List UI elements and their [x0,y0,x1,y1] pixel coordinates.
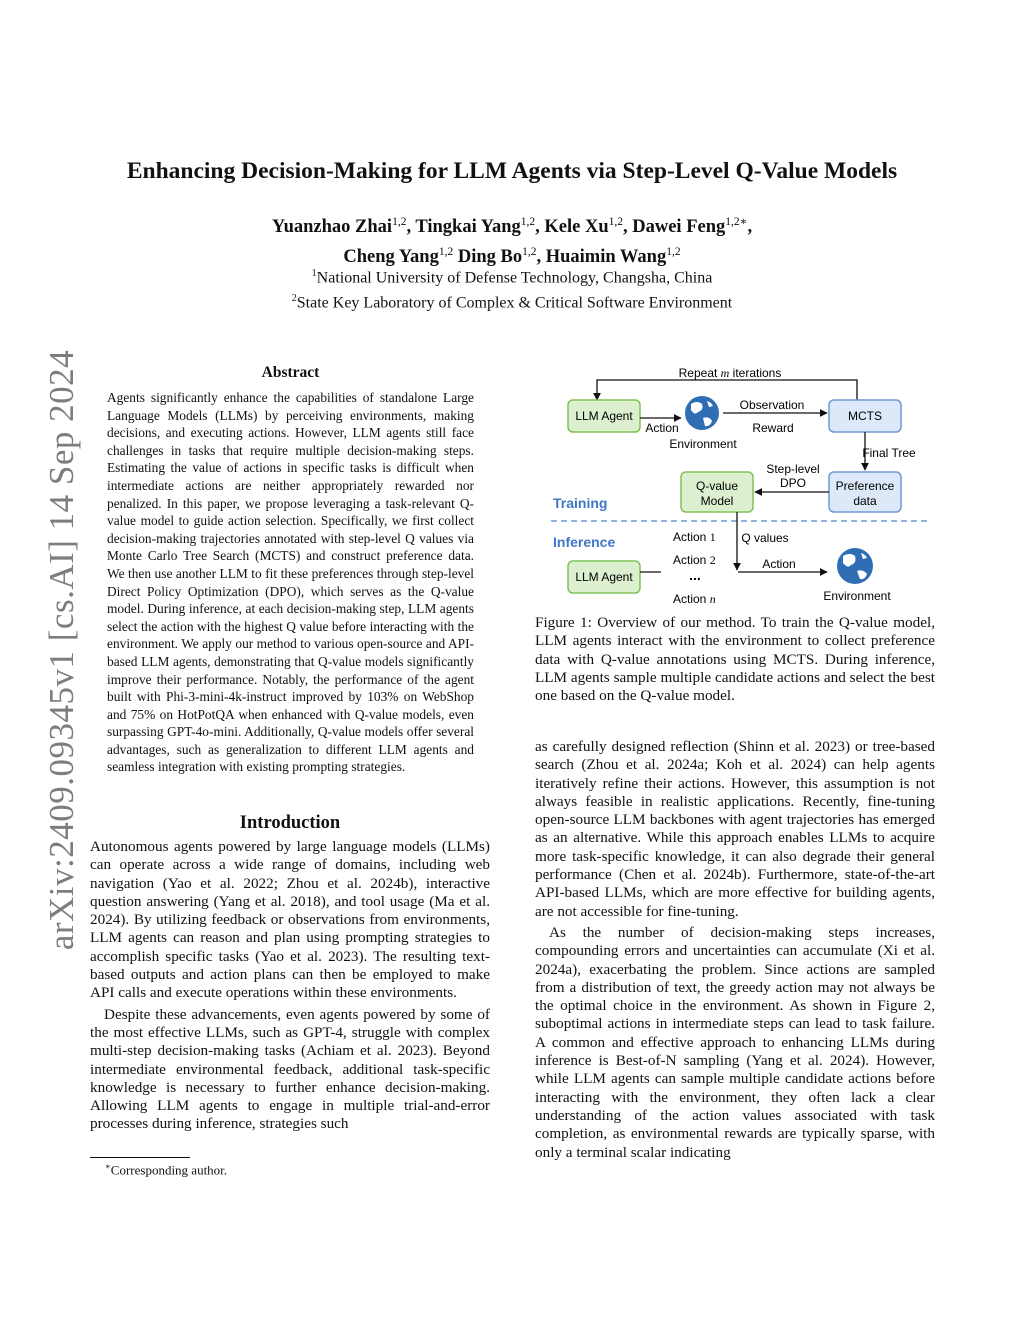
footnote-text: Corresponding author. [110,1162,228,1178]
reward-label: Reward [752,421,794,435]
affiliation-2 [0,288,1024,313]
environment-label: Environment [669,437,737,451]
footnote [105,1161,227,1178]
author-name: Huaimin Wang [545,247,667,268]
step-level-label-2: DPO [779,476,807,490]
affiliations [0,263,1024,314]
globe-icon [837,548,873,584]
action-label: Action [645,421,679,435]
selected-action-label: Action [762,557,796,571]
observation-label: Observation [739,398,805,412]
author-name: Dawei Feng [632,217,726,238]
author-separator: , [406,217,416,238]
affiliation-mark: 2 [291,293,297,305]
globe-icon [685,396,719,430]
step-level-label-1: Step-level [766,462,820,476]
ellipsis: ... [689,567,701,583]
author-affil-mark: 1,2 [438,246,454,259]
author-list [0,210,1024,270]
paragraph: as carefully designed reflection (Shinn et al. 2023) or tree-based search (Zhou et al. 2024a; Koh et al. 2024) can help agents iteratively refine their actions. However, this assumption is not always feasible in realistic applications. Recently, fine-tuning open-source LLM backbones with agent trajectories has emerged as an alternative. While this approach enables LLMs to acquire more task-specific knowledge, it can also degrade their general performance (Chen et al. 2024b). Furthermore, state-of-the-art API-based LLMs, which are more effective for building agents, are not accessible for fine-tuning. [535,738,935,920]
candidate-action-1: Action 1 [673,530,716,544]
paragraph: As the number of decision-making steps increases, compounding errors and uncertainties can accumulate (Xi et al. 2024a), exacerbating the problem. Since actions are sampled from a distribution of text, the greedy action may not always be the optimal choice in the environment. As shown in Figure 2, suboptimal actions in intermediate steps can lead to task failure. A common and effective approach to enhancing LLMs during inference is Best-of-N sampling (Yang et al. 2024). However, while LLM agents can sample multiple candidate actions before interacting with the environment, they often lack a clear understanding of the action values associated with task completion, as environmental rewards are typically sparse, with only a terminal scalar indicating [535,923,935,1161]
introduction-body [90,838,490,1134]
author-affil-mark: 1,2∗ [725,216,748,228]
paragraph: Despite these advancements, even agents powered by some of the most effective LLMs, such as GPT-4, struggle with complex multi-step decision-making tasks (Achiam et al. 2023). Beyond intermediate environmental feedback, additional task-specific knowledge is necessary to further enhance decision-making. Allowing LLM agents to engage in multiple trial-and-error processes during inference, strategies such [90,1005,490,1133]
author-name: Yuanzhao Zhai [271,217,393,238]
repeat-loop-arrow [597,380,857,402]
affiliation-text: National University of Defense Technology, Changsha, China [316,269,713,287]
inference-label: Inference [553,534,616,550]
affiliation-1 [0,263,1024,288]
preference-label-1: Preference [835,479,895,493]
arxiv-stamp: arXiv:2409.09345v1 [cs.AI] 14 Sep 2024 [42,349,81,951]
author-name: Cheng Yang [343,247,439,268]
footnote-rule [90,1157,190,1158]
author-separator: , [535,217,545,238]
author-affil-mark: 1,2 [666,246,681,259]
llm-agent-infer-label: LLM Agent [575,570,633,584]
author-separator: , [536,247,546,268]
training-label: Training [553,495,608,511]
paragraph: Autonomous agents powered by large language models (LLMs) can operate across a wide range of domains, including web navigation (Yao et al. 2022; Zhou et al. 2024b), interactive question answering (Yang et al. 2018), and tool usage (Ma et al. 2024). By utilizing feedback or observations from environments, LLM agents can reason and plan using prompting strategies to accomplish specific tasks (Yao et al. 2023). The resulting text-based outputs and action plans can then be employed to make API calls and execute operations within these environments. [90,838,490,1002]
method-overview-diagram [535,360,935,610]
author-separator: , [623,217,633,238]
author-separator: , [747,217,753,238]
author-name: Tingkai Yang [415,217,521,238]
repeat-label: Repeat m iterations [678,366,782,380]
preference-label-2: data [853,494,877,508]
abstract-heading: Abstract [261,364,320,381]
affiliation-mark: 1 [311,268,317,279]
author-name: Kele Xu [544,217,609,238]
q-values-label: Q values [741,531,789,545]
final-tree-label: Final Tree [862,446,916,460]
right-column-body [535,738,935,1162]
author-affil-mark: 1,2 [392,216,407,228]
introduction-heading: Introduction [239,813,341,833]
figure-1-diagram [535,360,935,610]
footnote-mark: ∗ [105,1161,111,1171]
author-affil-mark: 1,2 [520,216,536,228]
author-name: Ding Bo [457,247,523,268]
abstract-body: Agents significantly enhance the capabilities of standalone Large Language Models (LLMs) by perceiving environments, making decisions, and executing actions. However, LLM agents still face challenges in tasks that require multiple decision-making steps. Estimating the value of actions in specific tasks is difficult when intermediate actions are neither appropriately rewarded nor penalized. In this paper, we propose leveraging a task-relevant Q-value model to guide action selection. Specifically, we first collect decision-making trajectories annotated with step-level Q values via Monte Carlo Tree Search (MCTS) and construct preference data. We then use another LLM to fit these preferences through step-level Direct Policy Optimization (DPO), which serves as the Q-value model. During inference, at each decision-making step, LLM agents select the action with the highest Q value before interacting with the environment. We apply our method to various open-source and API-based LLM agents, demonstrating that Q-value models significantly improve their performance. Notably, the performance of the agent built with Phi-3-mini-4k-instruct improved by 103% on WebShop and 75% on HotPotQA when enhanced with Q-value models, even surpassing GPT-4o-mini. Additionally, Q-value models offer several advantages, such as generalization to different LLM agents and seamless integration with existing prompting strategies. [107,390,474,775]
candidate-action-2: Action 2 [673,553,716,567]
q-value-label-1: Q-value [695,479,739,493]
environment-infer-label: Environment [823,589,891,603]
author-affil-mark: 1,2 [608,216,623,228]
affiliation-text: State Key Laboratory of Complex & Critical Software Environment [296,294,733,312]
q-value-label-2: Model [700,494,734,508]
llm-agent-train-label: LLM Agent [575,409,633,423]
figure-1-caption: Figure 1: Overview of our method. To train the Q-value model, LLM agents interact with the environment to collect preference data with Q-value annotations using MCTS. During inference, LLM agents sample multiple candidate actions and select the best one based on the Q-value model. [535,614,935,705]
paper-title: Enhancing Decision-Making for LLM Agents via Step-Level Q-Value Models [126,158,898,184]
author-line-1 [0,210,1024,240]
mcts-label: MCTS [848,409,882,423]
author-affil-mark: 1,2 [522,246,537,259]
candidate-action-n: Action n [673,592,716,606]
